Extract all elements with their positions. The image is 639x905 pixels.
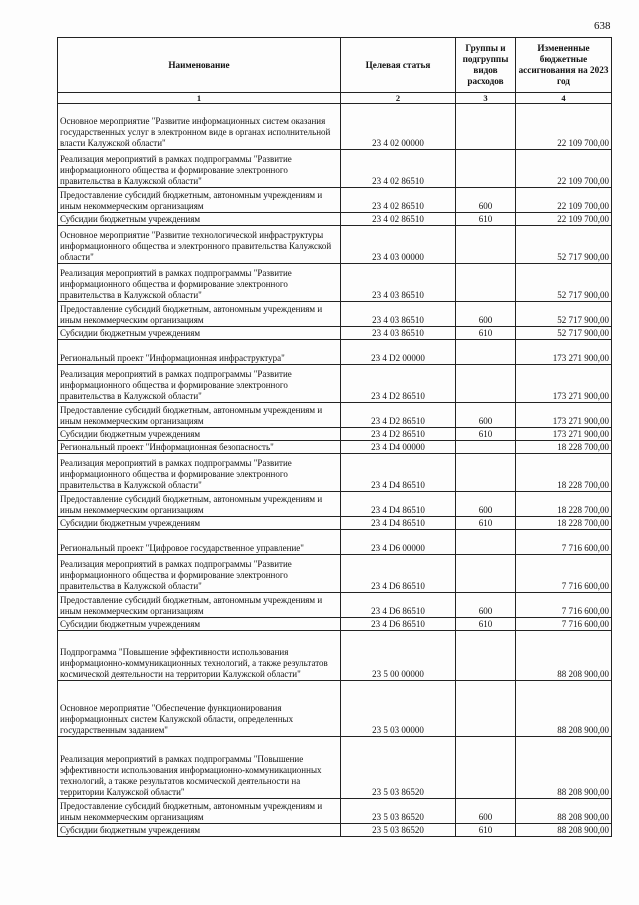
budget-table <box>57 37 612 837</box>
row-amount: 7 716 600,00 <box>516 555 612 593</box>
row-code: 23 4 D4 86510 <box>341 492 456 517</box>
row-group <box>456 555 516 593</box>
row-name: Предоставление субсидий бюджетным, автономным учреждениям и иным некоммерческим организациям <box>58 403 341 428</box>
row-code: 23 4 D2 00000 <box>341 340 456 365</box>
table-row <box>58 213 612 226</box>
header-code: Целевая статья <box>341 38 456 93</box>
table-row <box>58 428 612 441</box>
row-name: Предоставление субсидий бюджетным, автономным учреждениям и иным некоммерческим организациям <box>58 492 341 517</box>
row-name: Субсидии бюджетным учреждениям <box>58 428 341 441</box>
row-amount: 88 208 900,00 <box>516 799 612 824</box>
row-code: 23 4 D6 86510 <box>341 618 456 631</box>
row-name: Региональный проект "Информационная безопасность" <box>58 441 341 454</box>
row-name: Предоставление субсидий бюджетным, автономным учреждениям и иным некоммерческим организациям <box>58 799 341 824</box>
table-row <box>58 618 612 631</box>
row-code: 23 4 D2 86510 <box>341 428 456 441</box>
table-row <box>58 530 612 555</box>
column-number: 3 <box>456 93 516 104</box>
row-code: 23 4 03 86510 <box>341 327 456 340</box>
row-code: 23 4 D4 86510 <box>341 454 456 492</box>
row-amount: 22 109 700,00 <box>516 150 612 188</box>
row-amount: 18 228 700,00 <box>516 517 612 530</box>
row-group <box>456 104 516 150</box>
row-amount: 18 228 700,00 <box>516 441 612 454</box>
row-group <box>456 365 516 403</box>
header-amount: Измененные бюджетные ассигнования на 2023 год <box>516 38 612 93</box>
table-row <box>58 681 612 737</box>
row-code: 23 5 00 00000 <box>341 631 456 681</box>
table-row <box>58 226 612 264</box>
row-group: 610 <box>456 327 516 340</box>
row-code: 23 5 03 00000 <box>341 681 456 737</box>
row-group: 610 <box>456 824 516 837</box>
row-code: 23 4 D6 86510 <box>341 593 456 618</box>
row-amount: 173 271 900,00 <box>516 340 612 365</box>
row-code: 23 4 02 00000 <box>341 104 456 150</box>
row-name: Субсидии бюджетным учреждениям <box>58 327 341 340</box>
table-row <box>58 454 612 492</box>
column-number: 1 <box>58 93 341 104</box>
row-code: 23 4 D4 00000 <box>341 441 456 454</box>
row-name: Предоставление субсидий бюджетным, автономным учреждениям и иным некоммерческим организациям <box>58 593 341 618</box>
row-code: 23 4 03 86510 <box>341 264 456 302</box>
row-name: Реализация мероприятий в рамках подпрограммы "Повышение эффективности использования информационно-коммуникационных технологий, а также результатов космической деятельности на территории Калужской области" <box>58 737 341 799</box>
row-amount: 22 109 700,00 <box>516 213 612 226</box>
row-group: 600 <box>456 403 516 428</box>
row-code: 23 5 03 86520 <box>341 824 456 837</box>
column-number-row <box>58 93 612 104</box>
row-group <box>456 340 516 365</box>
row-name: Подпрограмма "Повышение эффективности использования информационно-коммуникационных технологий, а также результатов космической деятельности на территории Калужской области" <box>58 631 341 681</box>
table-row <box>58 799 612 824</box>
row-code: 23 4 D2 86510 <box>341 365 456 403</box>
row-group: 610 <box>456 618 516 631</box>
table-row <box>58 555 612 593</box>
row-amount: 7 716 600,00 <box>516 593 612 618</box>
row-name: Субсидии бюджетным учреждениям <box>58 824 341 837</box>
table-row <box>58 327 612 340</box>
table-row <box>58 104 612 150</box>
row-name: Реализация мероприятий в рамках подпрограммы "Развитие информационного общества и формирование электронного правительства в Калужской области" <box>58 150 341 188</box>
row-name: Региональный проект "Цифровое государственное управление" <box>58 530 341 555</box>
table-row <box>58 517 612 530</box>
row-code: 23 4 D2 86510 <box>341 403 456 428</box>
table-row <box>58 302 612 327</box>
row-code: 23 4 D4 86510 <box>341 517 456 530</box>
row-amount: 7 716 600,00 <box>516 530 612 555</box>
row-code: 23 4 02 86510 <box>341 188 456 213</box>
row-group <box>456 530 516 555</box>
row-amount: 22 109 700,00 <box>516 188 612 213</box>
row-group: 610 <box>456 517 516 530</box>
row-group: 600 <box>456 799 516 824</box>
row-name: Предоставление субсидий бюджетным, автономным учреждениям и иным некоммерческим организациям <box>58 188 341 213</box>
row-name: Предоставление субсидий бюджетным, автономным учреждениям и иным некоммерческим организациям <box>58 302 341 327</box>
table-row <box>58 188 612 213</box>
row-code: 23 4 03 00000 <box>341 226 456 264</box>
row-name: Субсидии бюджетным учреждениям <box>58 618 341 631</box>
row-amount: 88 208 900,00 <box>516 631 612 681</box>
row-group <box>456 150 516 188</box>
row-group <box>456 441 516 454</box>
row-amount: 173 271 900,00 <box>516 403 612 428</box>
row-code: 23 4 D6 86510 <box>341 555 456 593</box>
row-group: 600 <box>456 593 516 618</box>
row-amount: 173 271 900,00 <box>516 428 612 441</box>
row-amount: 7 716 600,00 <box>516 618 612 631</box>
row-group <box>456 264 516 302</box>
table-row <box>58 737 612 799</box>
table-row <box>58 340 612 365</box>
row-amount: 88 208 900,00 <box>516 824 612 837</box>
row-group <box>456 454 516 492</box>
row-name: Основное мероприятие "Развитие технологической инфраструктуры информационного общества и электронного правительства Калужской области" <box>58 226 341 264</box>
row-amount: 173 271 900,00 <box>516 365 612 403</box>
row-group: 600 <box>456 188 516 213</box>
row-name: Реализация мероприятий в рамках подпрограммы "Развитие информационного общества и формирование электронного правительства в Калужской области" <box>58 555 341 593</box>
table-row <box>58 150 612 188</box>
row-group <box>456 737 516 799</box>
column-number: 4 <box>516 93 612 104</box>
row-amount: 52 717 900,00 <box>516 327 612 340</box>
row-code: 23 4 02 86510 <box>341 213 456 226</box>
row-amount: 18 228 700,00 <box>516 492 612 517</box>
row-name: Основное мероприятие "Обеспечение функционирования информационных систем Калужской области, определенных государственным заданием" <box>58 681 341 737</box>
table-row <box>58 365 612 403</box>
row-group: 610 <box>456 213 516 226</box>
row-amount: 88 208 900,00 <box>516 737 612 799</box>
row-code: 23 4 02 86510 <box>341 150 456 188</box>
row-group <box>456 631 516 681</box>
row-amount: 88 208 900,00 <box>516 681 612 737</box>
row-name: Основное мероприятие "Развитие информационных систем оказания государственных услуг в электронном виде в органах исполнительной власти Калужской области" <box>58 104 341 150</box>
row-name: Реализация мероприятий в рамках подпрограммы "Развитие информационного общества и формирование электронного правительства в Калужской области" <box>58 264 341 302</box>
row-amount: 52 717 900,00 <box>516 226 612 264</box>
row-amount: 52 717 900,00 <box>516 302 612 327</box>
table-row <box>58 403 612 428</box>
row-code: 23 4 03 86510 <box>341 302 456 327</box>
row-name: Реализация мероприятий в рамках подпрограммы "Развитие информационного общества и формирование электронного правительства в Калужской области" <box>58 365 341 403</box>
row-name: Субсидии бюджетным учреждениям <box>58 517 341 530</box>
row-group <box>456 226 516 264</box>
row-name: Реализация мероприятий в рамках подпрограммы "Развитие информационного общества и формирование электронного правительства в Калужской области" <box>58 454 341 492</box>
column-number: 2 <box>341 93 456 104</box>
page-number: 638 <box>594 20 611 32</box>
row-amount: 18 228 700,00 <box>516 454 612 492</box>
header-name: Наименование <box>58 38 341 93</box>
row-amount: 52 717 900,00 <box>516 264 612 302</box>
row-name: Региональный проект "Информационная инфраструктура" <box>58 340 341 365</box>
row-code: 23 5 03 86520 <box>341 799 456 824</box>
table-row <box>58 441 612 454</box>
table-row <box>58 631 612 681</box>
row-group: 600 <box>456 302 516 327</box>
header-row <box>58 38 612 93</box>
table-row <box>58 593 612 618</box>
row-amount: 22 109 700,00 <box>516 104 612 150</box>
table-row <box>58 264 612 302</box>
row-name: Субсидии бюджетным учреждениям <box>58 213 341 226</box>
row-code: 23 4 D6 00000 <box>341 530 456 555</box>
table-row <box>58 492 612 517</box>
row-group <box>456 681 516 737</box>
row-code: 23 5 03 86520 <box>341 737 456 799</box>
table-row <box>58 824 612 837</box>
row-group: 600 <box>456 492 516 517</box>
header-group: Группы и подгруппы видов расходов <box>456 38 516 93</box>
row-group: 610 <box>456 428 516 441</box>
